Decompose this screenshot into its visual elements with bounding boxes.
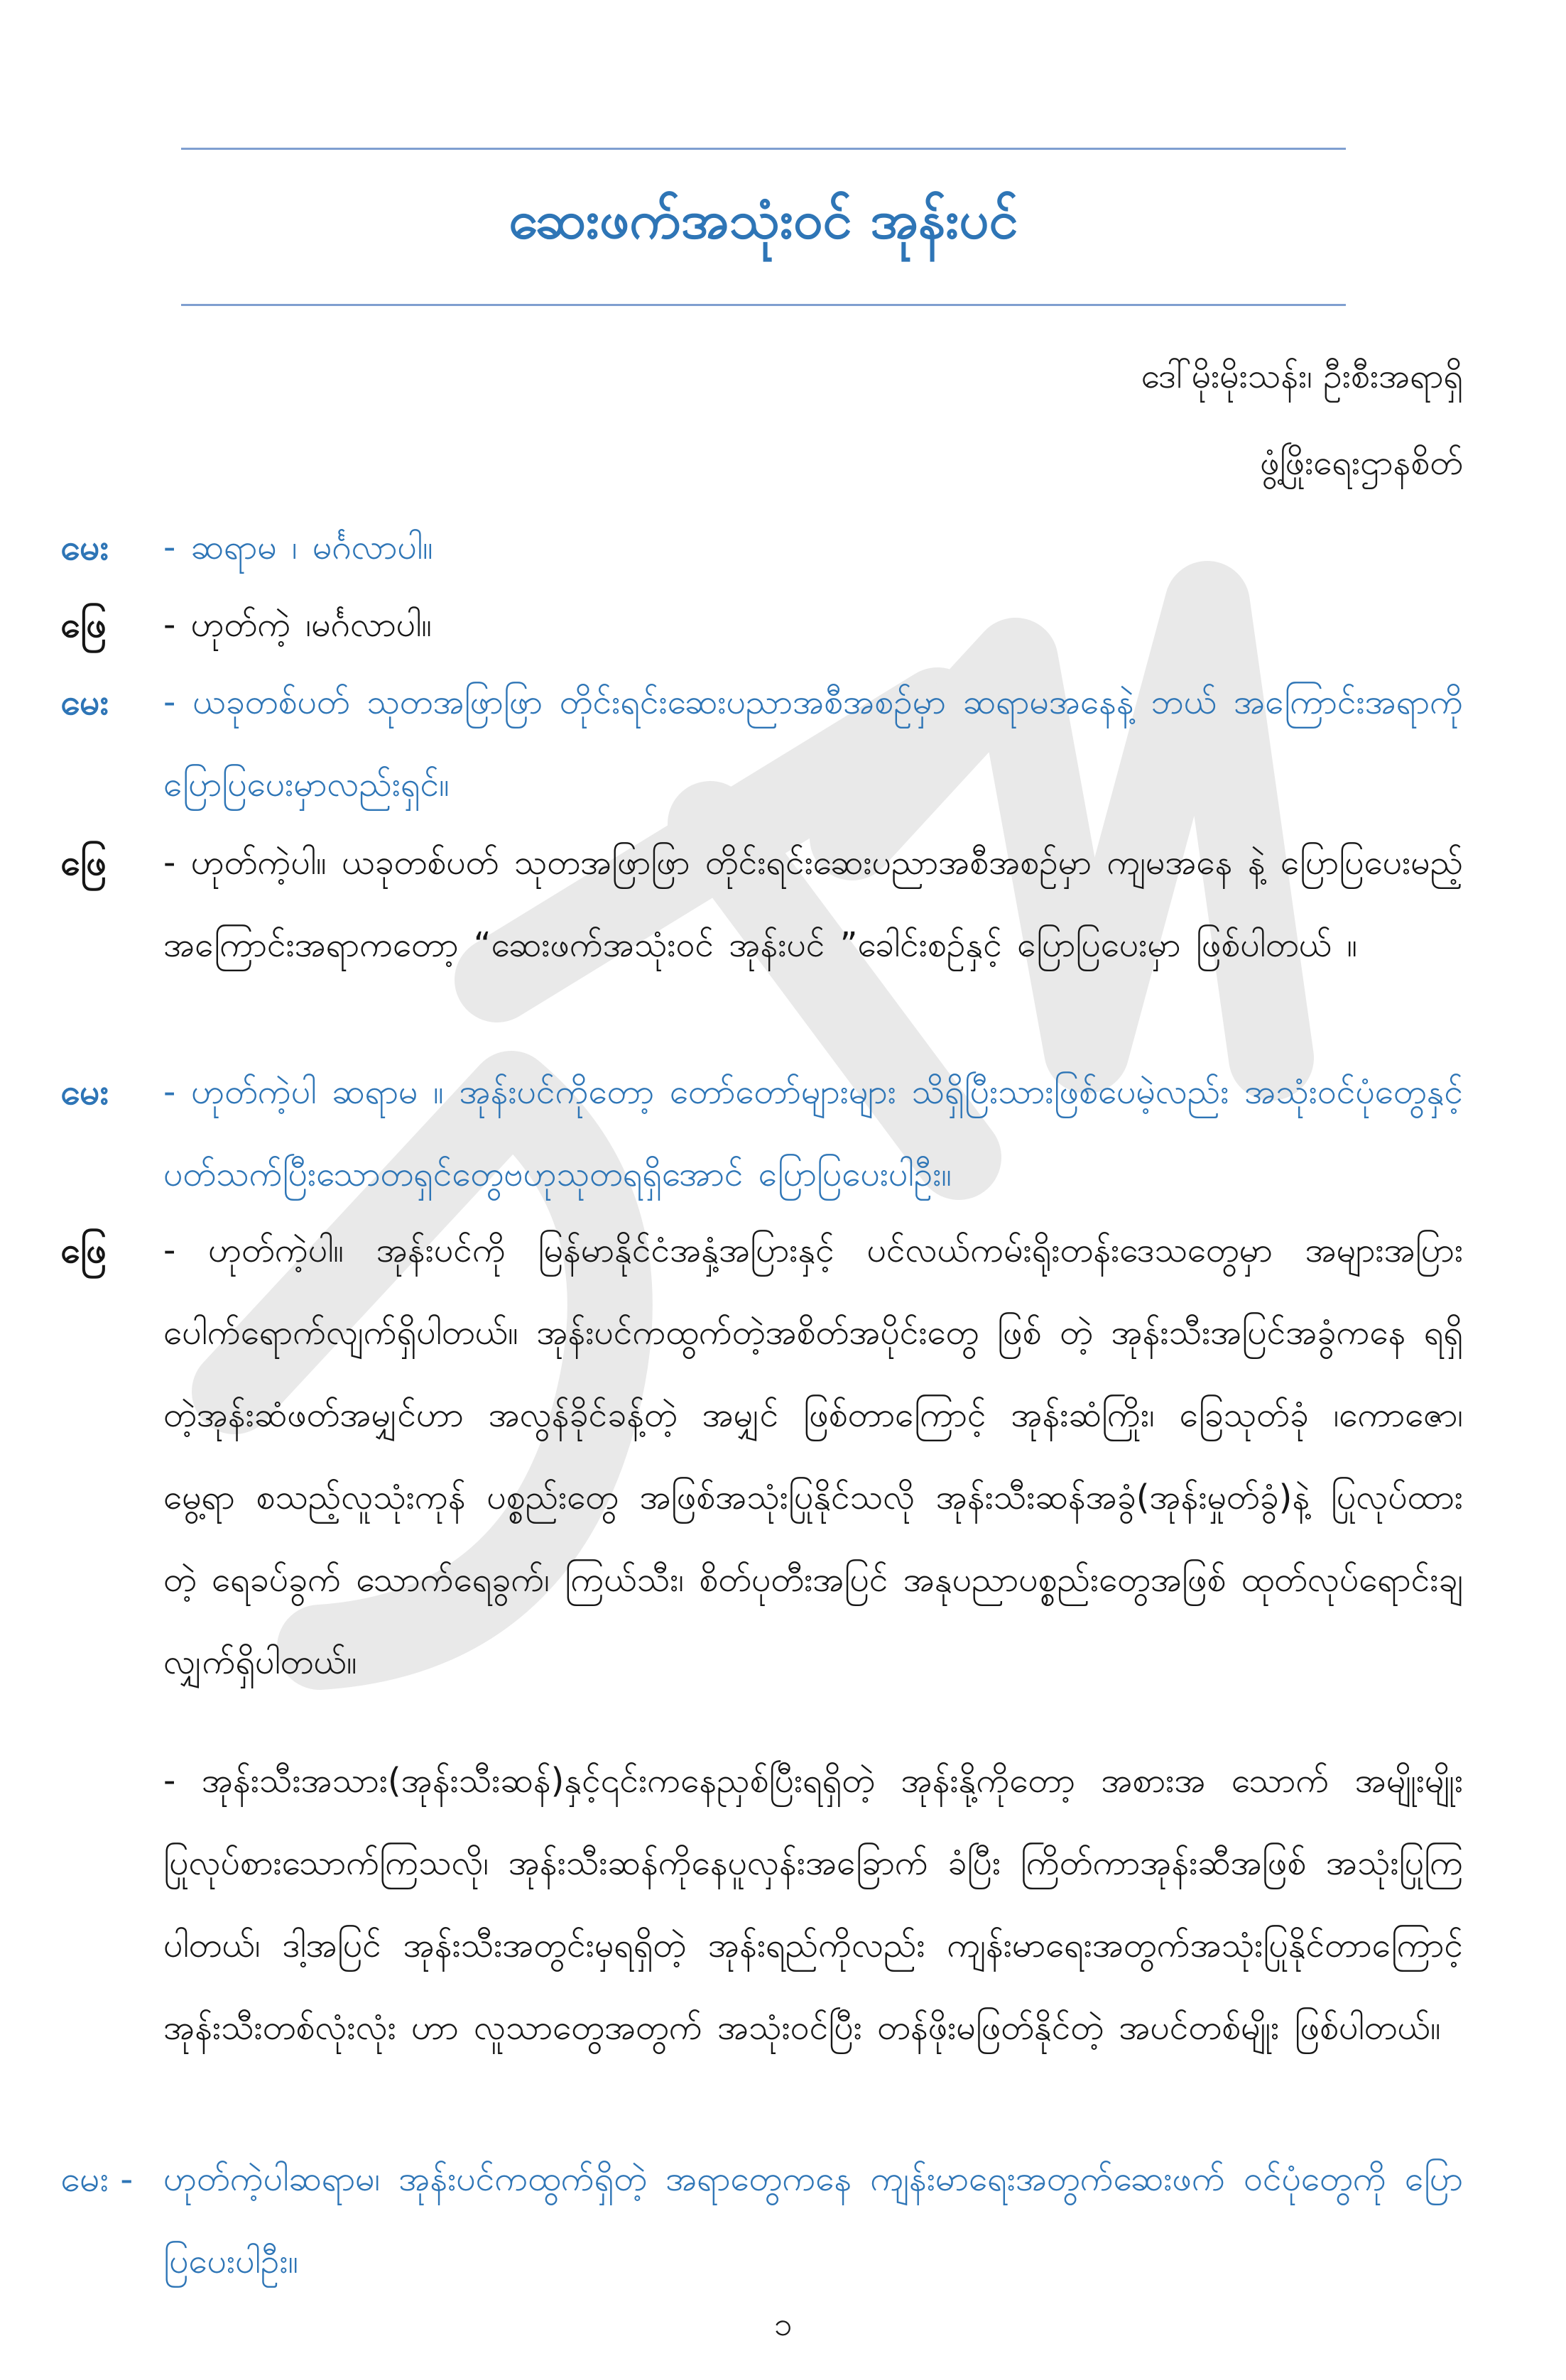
question-label: မေး <box>60 682 109 723</box>
answer-text: - ဟုတ်ကဲ့ ၊မင်္ဂလာပါ။ <box>163 605 432 645</box>
question-text: - ဟုတ်ကဲ့ပါ ဆရာမ ။ အုန်းပင်ကိုတော့ တော်တော်များများ သိရှိပြီးသားဖြစ်ပေမဲ့လည်း အသုံးဝင်ပုံတွေနှင့်ပတ်သက်ပြီးသောတရှင်တွေဗဟုသုတရရှိအောင် ပြောပြပေးပါဦး။ <box>163 1072 1463 1194</box>
qa-question-4 <box>60 2138 1463 2303</box>
author-line: ဒေါ်မိုးမိုးသန်း၊ ဦးစီးအရာရှိ <box>1141 356 1463 396</box>
answer-text: - အုန်းသီးအသား(အုန်းသီးဆန်)နှင့်၎င်းကနေညှစ်ပြီးရရှိတဲ့ အုန်းနို့ကိုတော့ အစားအ သောက် အမျိုးမျိုး ပြုလုပ်စားသောက်ကြသလို၊ အုန်းသီးဆန်ကိုနေပူလှန်းအခြောက် ခံပြီး ကြိတ်ကာအုန်းဆီအဖြစ် အသုံးပြုကြပါတယ်၊ ဒါ့အပြင် အုန်းသီးအတွင်းမှရရှိတဲ့ အုန်းရည်ကိုလည်း ကျန်းမာရေးအတွက်အသုံးပြုနိုင်တာကြောင့် အုန်းသီးတစ်လုံးလုံး ဟာ လူသာတွေအတွက် အသုံးဝင်ပြီး တန်ဖိုးမဖြတ်နိုင်တဲ့ အပင်တစ်မျိုး ဖြစ်ပါတယ်။ <box>163 1761 1463 2048</box>
answer-label: ဖြေ <box>60 604 107 645</box>
question-text: - ဆရာမ ၊ မင်္ဂလာပါ။ <box>163 528 433 567</box>
bottom-divider <box>181 304 1346 306</box>
question-label: မေး - <box>60 2158 134 2200</box>
page-number: ၁ <box>773 2305 793 2343</box>
answer-text: - ဟုတ်ကဲ့ပါ။ အုန်းပင်ကို မြန်မာနိုင်ငံအနှံ့အပြားနှင့် ပင်လယ်ကမ်းရိုးတန်းဒေသတွေမှာ အများအပြားပေါက်ရောက်လျက်ရှိပါတယ်။ အုန်းပင်ကထွက်တဲ့အစိတ်အပိုင်းတွေ ဖြစ် တဲ့ အုန်းသီးအပြင်အခွံကနေ ရရှိတဲ့အုန်းဆံဖတ်အမျှင်ဟာ အလွန်ခိုင်ခန့်တဲ့ အမျှင် ဖြစ်တာကြောင့် အုန်းဆံကြိုး၊ ခြေသုတ်ခုံ ၊ကောဇော၊ မွေ့ရာ စသည့်လူသုံးကုန် ပစ္စည်းတွေ အဖြစ်အသုံးပြုနိုင်သလို အုန်းသီးဆန်အခွံ(အုန်းမှုတ်ခွံ)နဲ့ ပြုလုပ်ထားတဲ့ ရေခပ်ခွက် သောက်ရေခွက်၊ ကြယ်သီး၊ စိတ်ပုတီးအပြင် အနုပညာပစ္စည်းတွေအဖြစ် ထုတ်လုပ်ရောင်းချလျှက်ရှိပါတယ်။ <box>163 1230 1463 1682</box>
answer-label: ဖြေ <box>60 842 107 883</box>
qa-answer-2 <box>60 821 1463 986</box>
top-divider <box>181 148 1346 150</box>
page-title: ဆေးဖက်အသုံးဝင် အုန်းပင် <box>509 190 1018 251</box>
answer-label: ဖြေ <box>60 1230 107 1271</box>
qa-question-3 <box>60 1051 1463 1216</box>
question-text: ဟုတ်ကဲ့ပါဆရာမ၊ အုန်းပင်ကထွက်ရှိတဲ့ အရာတွေကနေ ကျန်းမာရေးအတွက်ဆေးဖက် ဝင်ပုံတွေကို ပြောပြပေးပါဦး။ <box>163 2159 1463 2281</box>
qa-question-2 <box>60 661 1463 826</box>
answer-text: - ဟုတ်ကဲ့ပါ။ ယခုတစ်ပတ် သုတအဖြာဖြာ တိုင်းရင်းဆေးပညာအစီအစဉ်မှာ ကျမအနေ နဲ့ ပြောပြပေးမည့် အကြောင်းအရာကတော့ “ဆေးဖက်အသုံးဝင် အုန်းပင် ”ခေါင်းစဉ်နှင့် ပြောပြပေးမှာ ဖြစ်ပါတယ် ။ <box>163 843 1463 965</box>
qa-answer-3-continued <box>60 1740 1463 2069</box>
qa-answer-3 <box>60 1209 1463 1703</box>
question-label: မေး <box>60 527 109 568</box>
question-text: - ယခုတစ်ပတ် သုတအဖြာဖြာ တိုင်းရင်းဆေးပညာအစီအစဉ်မှာ ဆရာမအနေနဲ့ ဘယ် အကြောင်းအရာကို ပြောပြပေးမှာလည်းရှင်။ <box>163 682 1463 804</box>
qa-question-1 <box>60 506 1463 589</box>
organization-line: ဖွံ့ဖြိုးရေးဌာနစိတ် <box>1260 443 1463 483</box>
question-label: မေး <box>60 1071 109 1113</box>
qa-answer-1 <box>60 584 1463 666</box>
